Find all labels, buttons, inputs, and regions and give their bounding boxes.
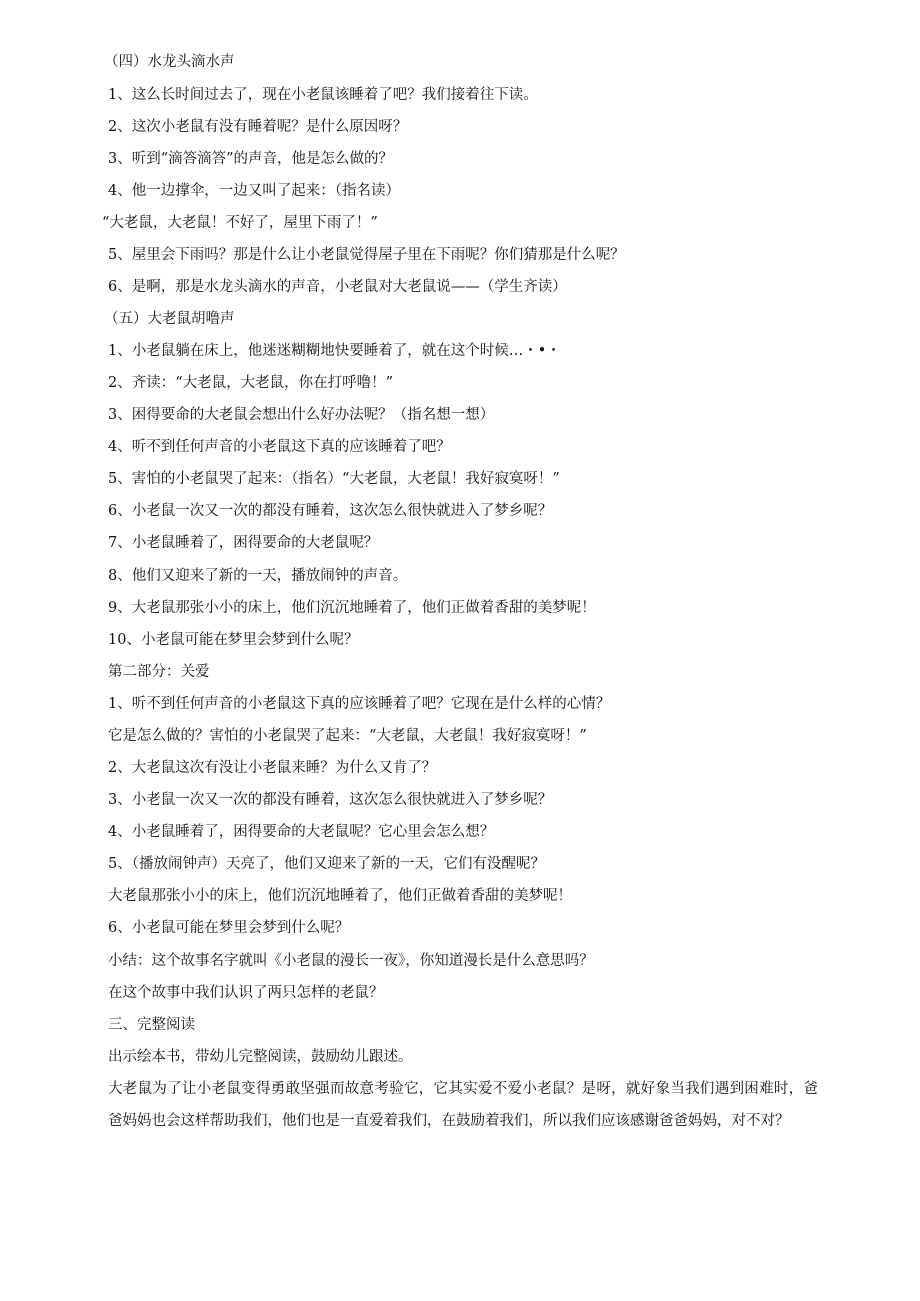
summary-line: 小结：这个故事名字就叫《小老鼠的漫长一夜》，你知道漫长是什么意思吗？: [108, 953, 594, 969]
section-heading-5: （五）大老鼠胡噜声: [104, 311, 235, 327]
section-heading-3: 三、完整阅读: [108, 1017, 195, 1033]
paragraph-line: 2、大老鼠这次有没让小老鼠来睡？为什么又肯了？: [108, 760, 437, 776]
paragraph-line: 5、屋里会下雨吗？那是什么让小老鼠觉得屋子里在下雨呢？你们猜那是什么呢？: [108, 247, 625, 263]
final-paragraph: 大老鼠为了让小老鼠变得勇敢坚强而故意考验它，它其实爱不爱小老鼠？是呀，就好象当我们遇到困难时，爸爸妈妈也会这样帮助我们，他们也是一直爱着我们，在鼓励着我们，所以我们应该感谢爸爸妈妈，对不对？: [108, 1081, 818, 1129]
paragraph-line: 3、困得要命的大老鼠会想出什么好办法呢？（指名想一想）: [108, 407, 495, 423]
paragraph-line: 1、这么长时间过去了，现在小老鼠该睡着了吧？我们接着往下读。: [108, 87, 538, 103]
paragraph-line: 1、小老鼠躺在床上，他迷迷糊糊地快要睡着了，就在这个时候…・•・: [108, 343, 561, 359]
part-heading: 第二部分：关爱: [108, 664, 210, 680]
paragraph-line: 2、齐读：“大老鼠，大老鼠，你在打呼噜！”: [108, 375, 394, 391]
paragraph-line: 6、小老鼠一次又一次的都没有睡着，这次怎么很快就进入了梦乡呢？: [108, 503, 553, 519]
paragraph-line: 6、小老鼠可能在梦里会梦到什么呢？: [108, 920, 350, 936]
paragraph-line: 4、小老鼠睡着了，困得要命的大老鼠呢？它心里会怎么想？: [108, 824, 495, 840]
paragraph-line: 4、听不到任何声音的小老鼠这下真的应该睡着了吧？: [108, 439, 451, 455]
paragraph-line: 9、大老鼠那张小小的床上，他们沉沉地睡着了，他们正做着香甜的美梦呢！: [108, 600, 596, 616]
paragraph-line: 6、是啊，那是水龙头滴水的声音，小老鼠对大老鼠说——（学生齐读）: [108, 279, 567, 295]
paragraph-line: 1、听不到任何声音的小老鼠这下真的应该睡着了吧？它现在是什么样的心情？: [108, 696, 611, 712]
summary-line: 在这个故事中我们认识了两只怎样的老鼠？: [108, 985, 384, 1001]
paragraph-line: 它是怎么做的？害怕的小老鼠哭了起来：“大老鼠，大老鼠！我好寂寞呀！”: [108, 728, 587, 744]
quote-line: “大老鼠，大老鼠！不好了，屋里下雨了！”: [102, 215, 378, 231]
paragraph-line: 5、害怕的小老鼠哭了起来：（指名）“大老鼠，大老鼠！我好寂寞呀！”: [108, 471, 560, 487]
paragraph-line: 10、小老鼠可能在梦里会梦到什么呢？: [108, 632, 359, 648]
paragraph-line: 大老鼠那张小小的床上，他们沉沉地睡着了，他们正做着香甜的美梦呢！: [108, 888, 572, 904]
paragraph-line: 7、小老鼠睡着了，困得要命的大老鼠呢？: [108, 535, 379, 551]
paragraph-line: 2、这次小老鼠有没有睡着呢？是什么原因呀？: [108, 119, 408, 135]
paragraph-line: 4、他一边撑伞，一边又叫了起来：（指名读）: [108, 183, 400, 199]
paragraph-line: 3、听到“滴答滴答”的声音，他是怎么做的？: [108, 151, 394, 167]
paragraph-line: 8、他们又迎来了新的一天，播放闹钟的声音。: [108, 568, 408, 584]
paragraph-line: 出示绘本书，带幼儿完整阅读，鼓励幼儿跟述。: [108, 1049, 413, 1065]
paragraph-line: 5、（播放闹钟声）天亮了，他们又迎来了新的一天，它们有没醒呢？: [108, 856, 545, 872]
section-heading-4: （四）水龙头滴水声: [104, 54, 235, 70]
paragraph-line: 3、小老鼠一次又一次的都没有睡着，这次怎么很快就进入了梦乡呢？: [108, 792, 553, 808]
